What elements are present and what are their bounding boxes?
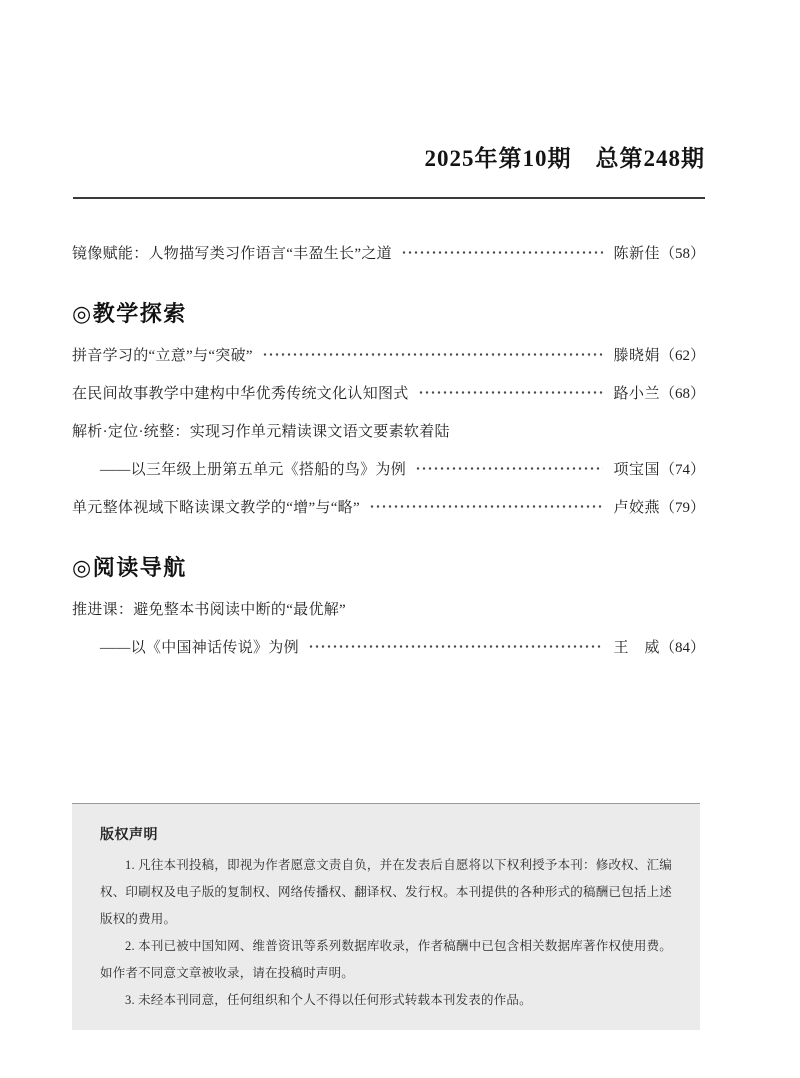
toc-entry-author-page (613, 636, 705, 657)
toc-entry-title: 单元整体视域下略读课文教学的“增”与“略” (72, 499, 360, 516)
issue-info: 2025年第10期 总第248期 (424, 146, 705, 171)
dot-leader (418, 385, 604, 400)
toc-entry-title: 镜像赋能：人物描写类习作语言“丰盈生长”之道 (72, 245, 392, 262)
toc-entry-author: 滕晓娟 (613, 347, 660, 364)
toc-entry-author: 项宝国 (613, 461, 660, 478)
toc-entry-page: （74） (659, 461, 705, 478)
dot-leader (415, 461, 603, 476)
toc-entry (72, 487, 705, 525)
dot-leader (369, 499, 604, 514)
toc-entry-page: （58） (659, 245, 705, 262)
dot-leader (308, 639, 604, 654)
toc-entry-author-page (613, 496, 705, 517)
toc-entry (72, 373, 705, 411)
toc-entry-author: 王 威 (613, 639, 660, 656)
toc-entry-title: 解析·定位·统整：实现习作单元精读课文语文要素软着陆 (72, 423, 450, 440)
toc-entry (72, 233, 705, 271)
toc-entry (72, 335, 705, 373)
copyright-paragraph: 3. 未经本刊同意，任何组织和个人不得以任何形式转载本刊发表的作品。 (125, 993, 532, 1008)
toc-entry-title: ——以三年级上册第五单元《搭船的鸟》为例 (100, 461, 407, 478)
copyright-box (72, 803, 700, 1030)
toc-entry-page: （84） (659, 639, 705, 656)
copyright-paragraph: 1. 凡往本刊投稿，即视为作者愿意文责自负，并在发表后自愿将以下权利授予本刊：修改权、汇编权、印刷权及电子版的复制权、网络传播权、翻译权、发行权。本刊提供的各种形式的稿酬已包括上述版权的费用。 (100, 858, 672, 927)
toc-entry-page: （79） (659, 499, 705, 516)
toc (72, 233, 705, 665)
header-rule (73, 197, 705, 199)
toc-entry-page: （68） (659, 385, 705, 402)
toc-entry-author: 陈新佳 (613, 245, 660, 262)
toc-entry (72, 589, 705, 627)
dot-leader (401, 245, 604, 260)
copyright-paragraphs (100, 852, 672, 1014)
toc-entry-author: 卢姣燕 (613, 499, 660, 516)
toc-entry-author-page (613, 242, 705, 263)
toc-entry-author-page (613, 344, 705, 365)
copyright-title: 版权声明 (100, 826, 158, 843)
toc-entry (72, 449, 705, 487)
toc-entry-title: 拼音学习的“立意”与“突破” (72, 347, 253, 364)
toc-entry (72, 627, 705, 665)
toc-section-heading: ◎阅读导航 (72, 555, 187, 581)
toc-entry-page: （62） (659, 347, 705, 364)
toc-entry (72, 411, 705, 449)
toc-entry-title: ——以《中国神话传说》为例 (100, 639, 299, 656)
toc-entry-author-page (613, 382, 705, 403)
toc-entry-author-page (613, 458, 705, 479)
toc-section-heading: ◎教学探索 (72, 301, 187, 327)
dot-leader (262, 347, 604, 362)
copyright-paragraph: 2. 本刊已被中国知网、维普资讯等系列数据库收录，作者稿酬中已包含相关数据库著作权使用费。如作者不同意文章被收录，请在投稿时声明。 (100, 939, 672, 981)
issue-header (0, 0, 800, 171)
toc-entry-author: 路小兰 (613, 385, 660, 402)
toc-entry-title: 推进课：避免整本书阅读中断的“最优解” (72, 601, 347, 618)
toc-entry-title: 在民间故事教学中建构中华优秀传统文化认知图式 (72, 385, 409, 402)
